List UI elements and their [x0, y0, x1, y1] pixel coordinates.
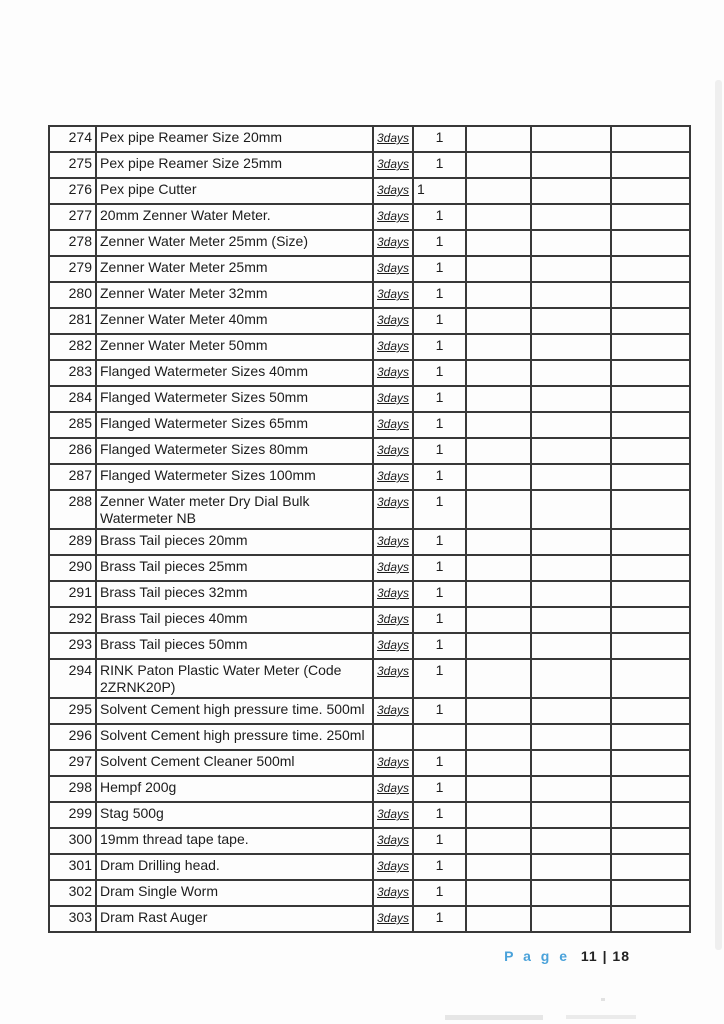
cell-lead-time [373, 308, 413, 334]
lead-time-value: 3days [377, 534, 410, 548]
cell-quantity: 1 [413, 152, 466, 178]
cell-empty-2 [531, 204, 611, 230]
cell-empty-2 [531, 438, 611, 464]
cell-empty-1 [466, 178, 531, 204]
cell-item-number: 294 [49, 659, 96, 698]
cell-empty-2 [531, 880, 611, 906]
cell-lead-time [373, 659, 413, 698]
cell-empty-1 [466, 828, 531, 854]
cell-empty-1 [466, 490, 531, 529]
cell-item-number: 289 [49, 529, 96, 555]
cell-quantity: 1 [413, 256, 466, 282]
cell-empty-2 [531, 334, 611, 360]
table-row [49, 282, 690, 308]
table-row [49, 906, 690, 932]
cell-lead-time [373, 581, 413, 607]
cell-empty-1 [466, 282, 531, 308]
cell-empty-2 [531, 698, 611, 724]
cell-description: Zenner Water meter Dry Dial Bulk Watermeter NB [96, 490, 373, 529]
lead-time-value: 3days [377, 664, 410, 678]
cell-empty-1 [466, 529, 531, 555]
lead-time-value: 3days [377, 261, 410, 275]
cell-description: Brass Tail pieces 20mm [96, 529, 373, 555]
cell-item-number: 301 [49, 854, 96, 880]
table-row [49, 776, 690, 802]
cell-lead-time [373, 360, 413, 386]
cell-item-number: 299 [49, 802, 96, 828]
cell-empty-2 [531, 152, 611, 178]
cell-quantity: 1 [413, 750, 466, 776]
cell-empty-1 [466, 308, 531, 334]
table-row [49, 828, 690, 854]
cell-description: Zenner Water Meter 25mm [96, 256, 373, 282]
lead-time-value: 3days [377, 235, 410, 249]
cell-empty-2 [531, 633, 611, 659]
cell-empty-2 [531, 828, 611, 854]
lead-time-value: 3days [377, 859, 410, 873]
cell-quantity: 1 [413, 828, 466, 854]
cell-empty-2 [531, 412, 611, 438]
cell-description: Zenner Water Meter 25mm (Size) [96, 230, 373, 256]
cell-empty-1 [466, 906, 531, 932]
table-row [49, 555, 690, 581]
cell-item-number: 276 [49, 178, 96, 204]
cell-empty-3 [611, 555, 690, 581]
cell-empty-2 [531, 724, 611, 750]
lead-time-value: 3days [377, 469, 410, 483]
table-row [49, 126, 690, 152]
cell-description: Stag 500g [96, 802, 373, 828]
cell-empty-3 [611, 750, 690, 776]
cell-item-number: 286 [49, 438, 96, 464]
cell-item-number: 291 [49, 581, 96, 607]
cell-description: Pex pipe Reamer Size 25mm [96, 152, 373, 178]
lead-time-value: 3days [377, 417, 410, 431]
cell-empty-3 [611, 698, 690, 724]
cell-lead-time [373, 828, 413, 854]
cell-empty-2 [531, 581, 611, 607]
cell-empty-3 [611, 204, 690, 230]
cell-description: 19mm thread tape tape. [96, 828, 373, 854]
cell-empty-1 [466, 360, 531, 386]
table-row [49, 464, 690, 490]
cell-description: Flanged Watermeter Sizes 50mm [96, 386, 373, 412]
cell-empty-2 [531, 230, 611, 256]
cell-description: RINK Paton Plastic Water Meter (Code 2ZRNK20P) [96, 659, 373, 698]
cell-empty-2 [531, 529, 611, 555]
cell-empty-1 [466, 633, 531, 659]
cell-quantity: 1 [413, 360, 466, 386]
cell-item-number: 298 [49, 776, 96, 802]
lead-time-value: 3days [377, 495, 410, 509]
cell-item-number: 297 [49, 750, 96, 776]
cell-lead-time [373, 724, 413, 750]
cell-empty-1 [466, 464, 531, 490]
cell-empty-3 [611, 490, 690, 529]
lead-time-value: 3days [377, 365, 410, 379]
lead-time-value: 3days [377, 612, 410, 626]
cell-quantity: 1 [413, 555, 466, 581]
cell-description: Flanged Watermeter Sizes 80mm [96, 438, 373, 464]
cell-item-number: 279 [49, 256, 96, 282]
cell-quantity: 1 [413, 230, 466, 256]
items-table-body [49, 126, 690, 932]
cell-empty-2 [531, 178, 611, 204]
cell-empty-3 [611, 581, 690, 607]
cell-item-number: 287 [49, 464, 96, 490]
items-table [48, 125, 691, 933]
cell-empty-3 [611, 607, 690, 633]
lead-time-value: 3days [377, 287, 410, 301]
scan-smudge [566, 1015, 636, 1019]
cell-empty-1 [466, 386, 531, 412]
cell-empty-2 [531, 308, 611, 334]
cell-empty-1 [466, 698, 531, 724]
table-row [49, 880, 690, 906]
lead-time-value: 3days [377, 885, 410, 899]
cell-quantity [413, 724, 466, 750]
cell-empty-2 [531, 464, 611, 490]
lead-time-value: 3days [377, 638, 410, 652]
lead-time-value: 3days [377, 183, 410, 197]
cell-lead-time [373, 607, 413, 633]
cell-lead-time [373, 633, 413, 659]
lead-time-value: 3days [377, 807, 410, 821]
table-row [49, 581, 690, 607]
cell-description: Solvent Cement high pressure time. 500ml [96, 698, 373, 724]
scan-edge-shadow [715, 80, 722, 950]
cell-item-number: 302 [49, 880, 96, 906]
cell-lead-time [373, 698, 413, 724]
lead-time-value: 3days [377, 560, 410, 574]
cell-empty-3 [611, 360, 690, 386]
lead-time-value: 3days [377, 443, 410, 457]
cell-lead-time [373, 750, 413, 776]
cell-empty-1 [466, 438, 531, 464]
cell-description: Zenner Water Meter 50mm [96, 334, 373, 360]
lead-time-value: 3days [377, 781, 410, 795]
cell-item-number: 284 [49, 386, 96, 412]
cell-empty-3 [611, 152, 690, 178]
page-footer-number: 11 | 18 [580, 948, 630, 964]
cell-quantity: 1 [413, 529, 466, 555]
cell-item-number: 275 [49, 152, 96, 178]
cell-lead-time [373, 906, 413, 932]
cell-quantity: 1 [413, 308, 466, 334]
cell-empty-1 [466, 412, 531, 438]
cell-empty-1 [466, 607, 531, 633]
cell-description: Brass Tail pieces 50mm [96, 633, 373, 659]
cell-quantity: 1 [413, 698, 466, 724]
cell-empty-3 [611, 633, 690, 659]
cell-item-number: 278 [49, 230, 96, 256]
cell-empty-2 [531, 360, 611, 386]
cell-item-number: 281 [49, 308, 96, 334]
cell-empty-3 [611, 802, 690, 828]
cell-empty-2 [531, 802, 611, 828]
cell-lead-time [373, 230, 413, 256]
cell-empty-3 [611, 438, 690, 464]
lead-time-value: 3days [377, 911, 410, 925]
table-row [49, 360, 690, 386]
cell-empty-1 [466, 204, 531, 230]
cell-lead-time [373, 256, 413, 282]
cell-empty-1 [466, 334, 531, 360]
cell-quantity: 1 [413, 854, 466, 880]
cell-quantity: 1 [413, 880, 466, 906]
cell-lead-time [373, 412, 413, 438]
table-row [49, 308, 690, 334]
table-row [49, 412, 690, 438]
cell-quantity: 1 [413, 126, 466, 152]
cell-description: 20mm Zenner Water Meter. [96, 204, 373, 230]
cell-lead-time [373, 178, 413, 204]
cell-empty-3 [611, 828, 690, 854]
cell-description: Zenner Water Meter 40mm [96, 308, 373, 334]
cell-empty-3 [611, 412, 690, 438]
lead-time-value: 3days [377, 586, 410, 600]
cell-quantity: 1 [413, 412, 466, 438]
cell-item-number: 295 [49, 698, 96, 724]
cell-empty-3 [611, 282, 690, 308]
cell-item-number: 292 [49, 607, 96, 633]
cell-quantity: 1 [413, 282, 466, 308]
page-footer [504, 948, 630, 964]
cell-lead-time [373, 555, 413, 581]
cell-quantity: 1 [413, 386, 466, 412]
lead-time-value: 3days [377, 833, 410, 847]
cell-empty-3 [611, 256, 690, 282]
cell-description: Pex pipe Reamer Size 20mm [96, 126, 373, 152]
cell-quantity: 1 [413, 464, 466, 490]
cell-description: Flanged Watermeter Sizes 100mm [96, 464, 373, 490]
cell-empty-3 [611, 308, 690, 334]
table-row [49, 490, 690, 529]
cell-empty-3 [611, 230, 690, 256]
table-row [49, 633, 690, 659]
table-row [49, 724, 690, 750]
cell-lead-time [373, 529, 413, 555]
lead-time-value: 3days [377, 391, 410, 405]
cell-empty-1 [466, 230, 531, 256]
cell-lead-time [373, 334, 413, 360]
cell-lead-time [373, 776, 413, 802]
cell-empty-1 [466, 880, 531, 906]
cell-lead-time [373, 490, 413, 529]
cell-empty-1 [466, 152, 531, 178]
cell-description: Flanged Watermeter Sizes 40mm [96, 360, 373, 386]
cell-empty-3 [611, 880, 690, 906]
cell-item-number: 280 [49, 282, 96, 308]
table-row [49, 607, 690, 633]
cell-empty-2 [531, 906, 611, 932]
cell-description: Zenner Water Meter 32mm [96, 282, 373, 308]
lead-time-value: 3days [377, 209, 410, 223]
cell-empty-3 [611, 529, 690, 555]
cell-empty-1 [466, 555, 531, 581]
cell-quantity: 1 [413, 334, 466, 360]
cell-empty-1 [466, 854, 531, 880]
table-row [49, 334, 690, 360]
cell-empty-2 [531, 490, 611, 529]
cell-empty-3 [611, 334, 690, 360]
cell-lead-time [373, 126, 413, 152]
cell-empty-3 [611, 464, 690, 490]
cell-description: Brass Tail pieces 32mm [96, 581, 373, 607]
scan-smudge [445, 1015, 543, 1020]
table-row [49, 698, 690, 724]
cell-empty-2 [531, 555, 611, 581]
cell-empty-3 [611, 386, 690, 412]
cell-lead-time [373, 386, 413, 412]
lead-time-value: 3days [377, 131, 410, 145]
cell-lead-time [373, 282, 413, 308]
cell-empty-3 [611, 776, 690, 802]
cell-empty-1 [466, 750, 531, 776]
cell-quantity: 1 [413, 906, 466, 932]
cell-description: Brass Tail pieces 25mm [96, 555, 373, 581]
cell-description: Dram Rast Auger [96, 906, 373, 932]
cell-lead-time [373, 438, 413, 464]
cell-empty-2 [531, 386, 611, 412]
cell-empty-2 [531, 750, 611, 776]
lead-time-value: 3days [377, 703, 410, 717]
table-row [49, 438, 690, 464]
cell-item-number: 293 [49, 633, 96, 659]
cell-lead-time [373, 854, 413, 880]
cell-empty-2 [531, 854, 611, 880]
table-row [49, 204, 690, 230]
cell-item-number: 296 [49, 724, 96, 750]
cell-quantity: 1 [413, 802, 466, 828]
cell-empty-2 [531, 659, 611, 698]
cell-empty-2 [531, 126, 611, 152]
cell-lead-time [373, 152, 413, 178]
cell-description: Brass Tail pieces 40mm [96, 607, 373, 633]
cell-quantity: 1 [413, 490, 466, 529]
cell-empty-1 [466, 724, 531, 750]
cell-item-number: 277 [49, 204, 96, 230]
cell-item-number: 303 [49, 906, 96, 932]
cell-description: Hempf 200g [96, 776, 373, 802]
cell-lead-time [373, 880, 413, 906]
cell-empty-3 [611, 854, 690, 880]
cell-item-number: 274 [49, 126, 96, 152]
cell-item-number: 282 [49, 334, 96, 360]
table-row [49, 256, 690, 282]
lead-time-value: 3days [377, 339, 410, 353]
cell-empty-2 [531, 256, 611, 282]
table-row [49, 750, 690, 776]
cell-description: Dram Drilling head. [96, 854, 373, 880]
cell-quantity: 1 [413, 607, 466, 633]
table-row [49, 386, 690, 412]
cell-description: Pex pipe Cutter [96, 178, 373, 204]
cell-quantity: 1 [413, 178, 466, 204]
cell-quantity: 1 [413, 438, 466, 464]
cell-empty-1 [466, 581, 531, 607]
lead-time-value: 3days [377, 755, 410, 769]
cell-lead-time [373, 464, 413, 490]
lead-time-value: 3days [377, 313, 410, 327]
cell-description: Flanged Watermeter Sizes 65mm [96, 412, 373, 438]
table-row [49, 854, 690, 880]
cell-empty-3 [611, 659, 690, 698]
cell-lead-time [373, 802, 413, 828]
cell-quantity: 1 [413, 204, 466, 230]
table-row [49, 178, 690, 204]
table-row [49, 152, 690, 178]
table-row [49, 802, 690, 828]
cell-empty-3 [611, 178, 690, 204]
lead-time-value: 3days [377, 157, 410, 171]
cell-empty-3 [611, 906, 690, 932]
scan-smudge [601, 998, 605, 1001]
cell-empty-1 [466, 802, 531, 828]
cell-item-number: 300 [49, 828, 96, 854]
cell-description: Solvent Cement high pressure time. 250ml [96, 724, 373, 750]
cell-empty-3 [611, 126, 690, 152]
cell-empty-1 [466, 776, 531, 802]
cell-empty-1 [466, 256, 531, 282]
cell-lead-time [373, 204, 413, 230]
cell-empty-2 [531, 776, 611, 802]
cell-empty-3 [611, 724, 690, 750]
cell-item-number: 290 [49, 555, 96, 581]
cell-empty-2 [531, 607, 611, 633]
cell-quantity: 1 [413, 659, 466, 698]
table-row [49, 529, 690, 555]
cell-empty-1 [466, 659, 531, 698]
cell-item-number: 285 [49, 412, 96, 438]
cell-description: Solvent Cement Cleaner 500ml [96, 750, 373, 776]
cell-quantity: 1 [413, 633, 466, 659]
cell-empty-1 [466, 126, 531, 152]
cell-quantity: 1 [413, 776, 466, 802]
cell-item-number: 288 [49, 490, 96, 529]
page-footer-label: P a g e [504, 948, 571, 964]
cell-quantity: 1 [413, 581, 466, 607]
table-row [49, 230, 690, 256]
cell-item-number: 283 [49, 360, 96, 386]
table-row [49, 659, 690, 698]
cell-description: Dram Single Worm [96, 880, 373, 906]
cell-empty-2 [531, 282, 611, 308]
